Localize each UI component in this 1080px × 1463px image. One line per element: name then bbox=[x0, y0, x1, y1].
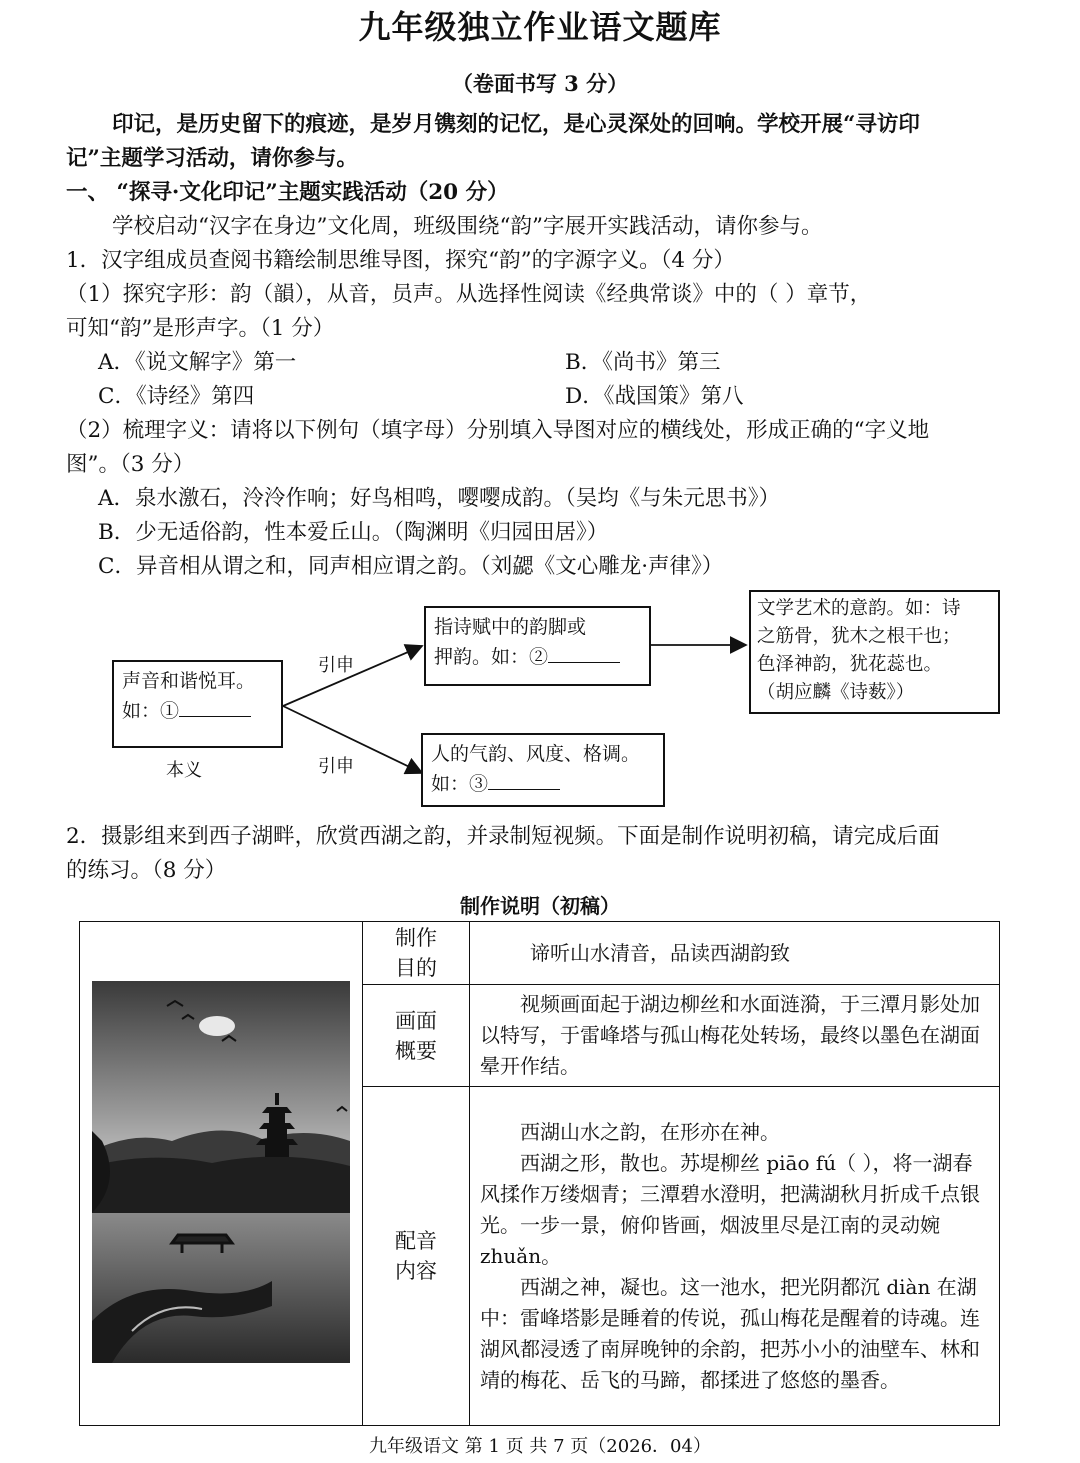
scene-content: 视频画面起于湖边柳丝和水面涟漪，于三潭月影处加以特写，于雷峰塔与孤山梅花处转场，最终以墨色在湖面晕开作结。 bbox=[480, 992, 980, 1078]
rhyme-meaning-text: 指诗赋中的韵脚或 bbox=[434, 616, 587, 638]
literary-source: （胡应麟《诗薮》） bbox=[757, 682, 915, 703]
mindmap-literary-box bbox=[749, 590, 1000, 714]
photo-cell bbox=[80, 922, 363, 1426]
row3-header-cell bbox=[363, 1087, 470, 1426]
origin-label: 本义 bbox=[166, 760, 202, 781]
character-example-row bbox=[431, 769, 655, 799]
character-meaning-text: 人的气韵、风度、格调。 bbox=[431, 743, 641, 765]
page-title: 九年级独立作业语文题库 bbox=[358, 8, 722, 46]
section-1-intro: 学校启动“汉字在身边”文化周，班级围绕“韵”字展开实践活动，请你参与。 bbox=[112, 214, 823, 239]
rhyme-example-label: 押韵。如：② bbox=[434, 646, 549, 668]
table-caption: 制作说明（初稿） bbox=[460, 894, 620, 918]
origin-example-row bbox=[122, 696, 273, 726]
literary-line-2: 之筋骨，犹木之根干也； bbox=[757, 626, 961, 647]
production-spec-table bbox=[79, 921, 1000, 1426]
handwriting-score-note: （卷面书写 3 分） bbox=[451, 71, 629, 96]
scene-header: 画面概要 bbox=[395, 1008, 437, 1063]
mindmap-rhyme-box bbox=[424, 606, 651, 686]
option-d: D．《战国策》第八 bbox=[565, 384, 744, 409]
question-1-2-line-1: （2）梳理字义：请将以下例句（填字母）分别填入导图对应的横线处，形成正确的“字义地 bbox=[66, 418, 930, 443]
voiceover-paragraph-2: 西湖之形，散也。苏堤柳丝 piāo fú（ ），将一湖春风揉作万缕烟青；三潭碧水澄明，把满湖秋月折成千点银光。一步一景，俯仰皆画，烟波里尽是江南的灵动婉 zhuǎn。 bbox=[480, 1150, 980, 1268]
purpose-content: 谛听山水清音，品读西湖韵致 bbox=[470, 922, 1000, 985]
question-1-2-line-2: 图”。（3 分） bbox=[66, 452, 195, 477]
row2-header-cell bbox=[363, 985, 470, 1087]
voiceover-paragraph-1: 西湖山水之韵，在形亦在神。 bbox=[520, 1119, 780, 1144]
rhyme-example-row bbox=[434, 642, 641, 672]
origin-example-label: 如：① bbox=[122, 700, 180, 722]
extend-label-top: 引申 bbox=[318, 655, 354, 676]
west-lake-photo bbox=[92, 981, 350, 1363]
row1-header-cell bbox=[363, 922, 470, 985]
answer-blank-1[interactable] bbox=[179, 696, 251, 717]
example-b: B．少无适俗韵，性本爱丘山。（陶渊明《归园田居》） bbox=[98, 520, 609, 545]
example-c: C．异音相从谓之和，同声相应谓之韵。（刘勰《文心雕龙·声律》） bbox=[98, 554, 724, 579]
voiceover-cell bbox=[470, 1087, 1000, 1426]
question-1-1-line-1: （1）探究字形：韵（韻），从音，员声。从选择性阅读《经典常谈》中的（ ）章节， bbox=[66, 282, 872, 307]
scene-cell bbox=[470, 985, 1000, 1087]
option-b: B．《尚书》第三 bbox=[565, 350, 721, 375]
literary-line-1: 文学艺术的意韵。如：诗 bbox=[757, 598, 961, 619]
extend-label-bottom: 引申 bbox=[318, 756, 354, 777]
voiceover-paragraph-3: 西湖之神，凝也。这一池水，把光阴都沉 diàn 在湖中：雷峰塔影是睡着的传说，孤山梅花是醒着的诗魂。连湖风都浸透了南屏晚钟的余韵，把苏小小的油壁车、林和靖的梅花、岳飞的马蹄，都揉进了悠悠的墨香。 bbox=[480, 1274, 980, 1392]
option-c: C．《诗经》第四 bbox=[98, 384, 255, 409]
question-1-1-line-2: 可知“韵”是形声字。（1 分） bbox=[66, 316, 335, 341]
literary-line-3: 色泽神韵，犹花蕊也。 bbox=[757, 654, 943, 675]
question-2-line-1: 2．摄影组来到西子湖畔，欣赏西湖之韵，并录制短视频。下面是制作说明初稿，请完成后面 bbox=[66, 824, 940, 849]
section-1-heading: 一、 “探寻·文化印记”主题实践活动（20 分） bbox=[66, 180, 509, 205]
voiceover-header: 配音内容 bbox=[395, 1229, 437, 1283]
mindmap-character-box bbox=[421, 733, 665, 807]
intro-line-1: 印记，是历史留下的痕迹，是岁月镌刻的记忆，是心灵深处的回响。学校开展“寻访印 bbox=[112, 112, 920, 137]
page-footer: 九年级语文 第 1 页 共 7 页（2026．04） bbox=[369, 1436, 711, 1457]
origin-meaning-text: 声音和谐悦耳。 bbox=[122, 670, 256, 692]
answer-blank-2[interactable] bbox=[548, 642, 620, 663]
character-example-label: 如：③ bbox=[431, 773, 489, 795]
mindmap-origin-box bbox=[112, 660, 283, 748]
intro-line-2: 记”主题学习活动，请你参与。 bbox=[66, 146, 358, 171]
example-a: A．泉水激石，泠泠作响；好鸟相鸣，嘤嘤成韵。（吴均《与朱元思书》） bbox=[98, 486, 781, 511]
question-1: 1．汉字组成员查阅书籍绘制思维导图，探究“韵”的字源字义。（4 分） bbox=[66, 248, 735, 273]
question-2-line-2: 的练习。（8 分） bbox=[66, 858, 227, 883]
option-a: A．《说文解字》第一 bbox=[98, 350, 297, 375]
purpose-header: 制作目的 bbox=[395, 926, 437, 980]
answer-blank-3[interactable] bbox=[488, 769, 560, 790]
